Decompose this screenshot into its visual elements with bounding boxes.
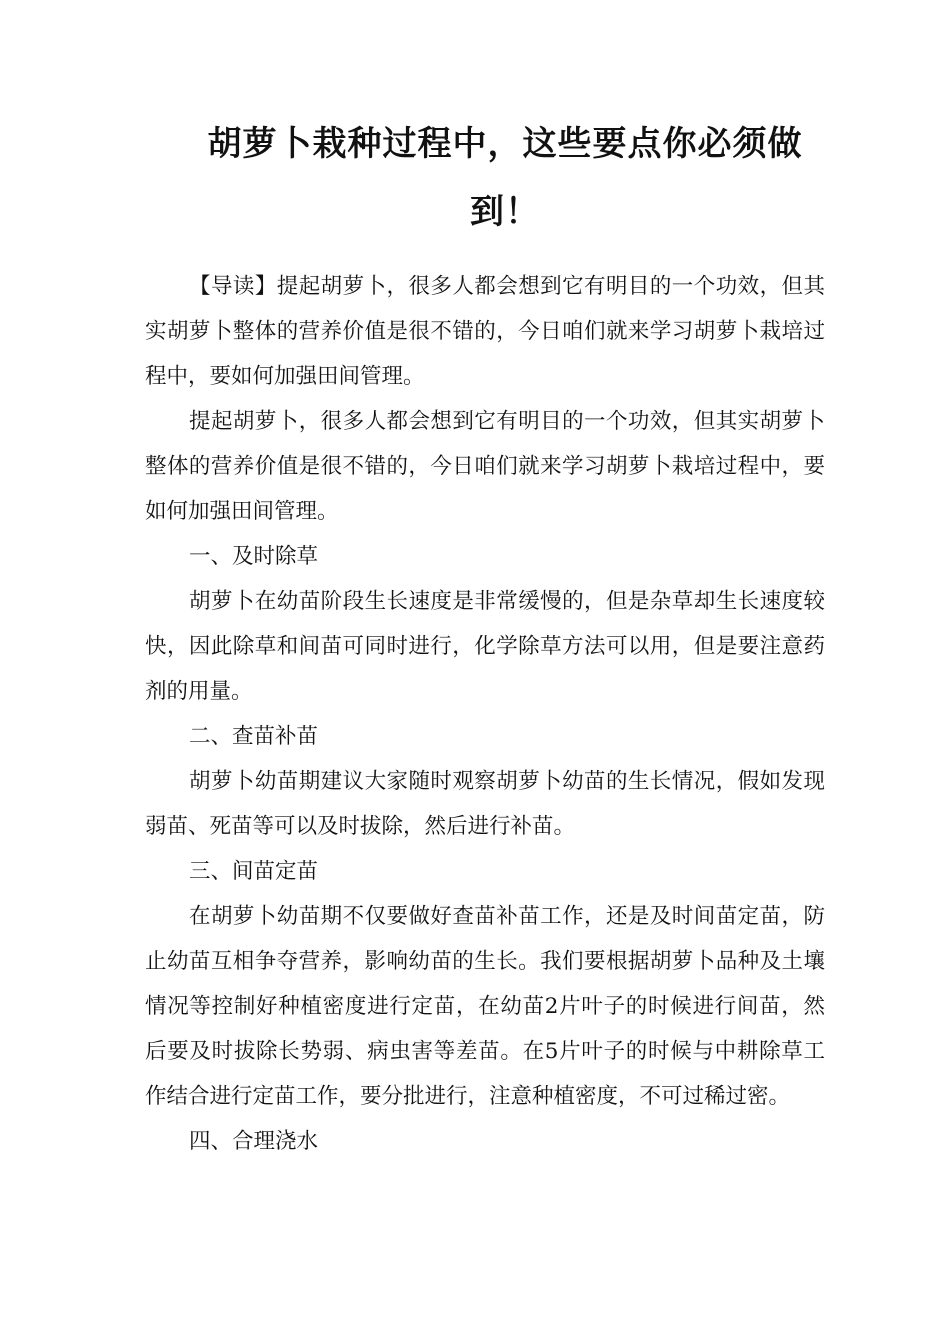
intro-paragraph: 提起胡萝卜，很多人都会想到它有明目的一个功效，但其实胡萝卜整体的营养价值是很不错的，今日咱们就来学习胡萝卜栽培过程中，要如何加强田间管理。 — [145, 409, 825, 524]
section-heading-replanting: 二、查苗补苗 — [189, 724, 319, 749]
lead-paragraph: 【导读】提起胡萝卜，很多人都会想到它有明目的一个功效，但其实胡萝卜整体的营养价值是很不错的，今日咱们就来学习胡萝卜栽培过程中，要如何加强田间管理。 — [145, 274, 825, 389]
section-heading-thinning: 三、间苗定苗 — [189, 859, 319, 884]
section-heading-watering: 四、合理浇水 — [189, 1129, 319, 1154]
document-page — [145, 110, 825, 1164]
document-title: 胡萝卜栽种过程中，这些要点你必须做到！ — [207, 124, 803, 232]
replanting-paragraph: 胡萝卜幼苗期建议大家随时观察胡萝卜幼苗的生长情况，假如发现弱苗、死苗等可以及时拔除，然后进行补苗。 — [145, 769, 825, 839]
weeding-paragraph: 胡萝卜在幼苗阶段生长速度是非常缓慢的，但是杂草却生长速度较快，因此除草和间苗可同时进行，化学除草方法可以用，但是要注意药剂的用量。 — [145, 589, 825, 704]
thinning-paragraph: 在胡萝卜幼苗期不仅要做好查苗补苗工作，还是及时间苗定苗，防止幼苗互相争夺营养，影响幼苗的生长。我们要根据胡萝卜品种及土壤情况等控制好种植密度进行定苗，在幼苗2片叶子的时候进行间苗，然后要及时拔除长势弱、病虫害等差苗。在5片叶子的时候与中耕除草工作结合进行定苗工作，要分批进行，注意种植密度，不可过稀过密。 — [145, 904, 825, 1109]
section-heading-weeding: 一、及时除草 — [189, 544, 319, 569]
